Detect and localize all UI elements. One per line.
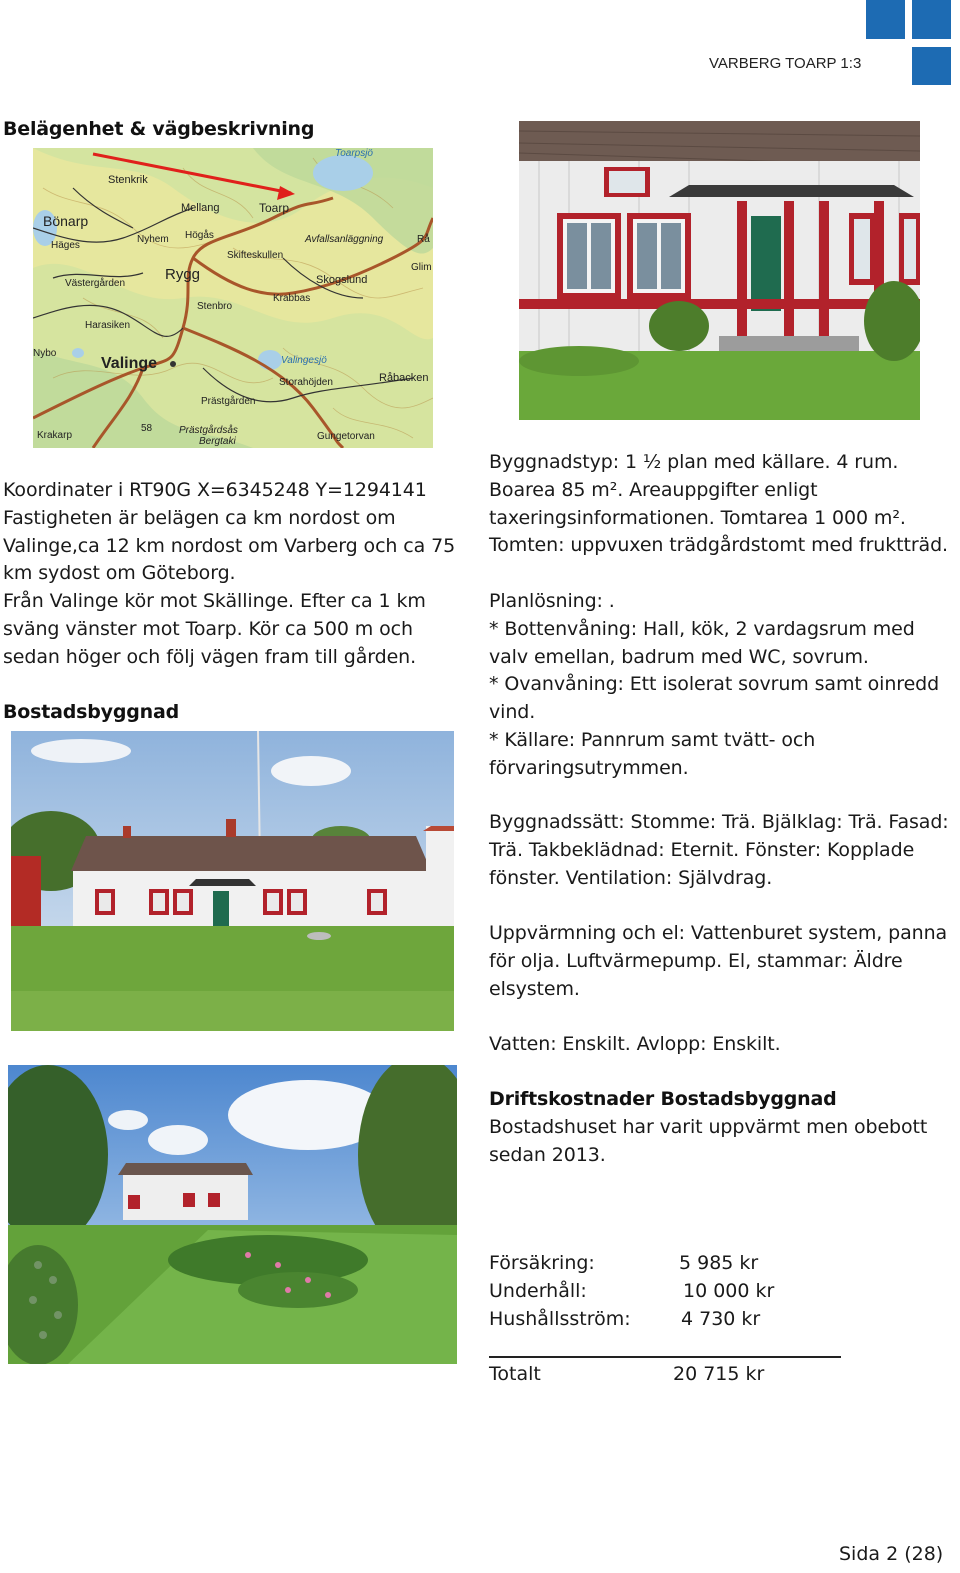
heating-description: [489, 920, 959, 1003]
svg-text:Avfallsanläggning: Avfallsanläggning: [305, 234, 384, 245]
svg-text:Västergården: Västergården: [65, 278, 126, 289]
cost-value: 4 730 kr: [681, 1308, 761, 1330]
layout-line: valv emellan, badrum med WC, sovrum.: [489, 645, 869, 668]
layout-line: * Ovanvåning: Ett isolerat sovrum samt oinredd: [489, 673, 940, 696]
heating-line: för olja. Luftvärmepump. El, stammar: Äldre: [489, 949, 903, 972]
house-entrance-photo: [519, 121, 920, 420]
layout-line: Planlösning: .: [489, 590, 615, 612]
svg-text:Råbacken: Råbacken: [379, 372, 429, 384]
building-line: Tomten: uppvuxen trädgårdstomt med fruktträd.: [489, 534, 948, 557]
heating-line: Uppvärmning och el: Vattenburet system, panna: [489, 922, 948, 944]
building-line: taxeringsinformationen. Tomtarea 1 000 m².: [489, 506, 906, 529]
construction-line: Byggnadssätt: Stomme: Trä. Bjälklag: Trä. Fasad:: [489, 811, 949, 833]
cost-value: 5 985 kr: [679, 1252, 759, 1274]
cost-label: Underhåll:: [489, 1280, 587, 1302]
residence-heading: Bostadsbyggnad: [3, 701, 179, 723]
cost-value: 10 000 kr: [683, 1280, 775, 1302]
svg-text:Bönarp: Bönarp: [43, 213, 89, 229]
house-front-photo: [11, 731, 454, 1031]
cost-label: Försäkring:: [489, 1252, 595, 1274]
svg-text:Mellang: Mellang: [181, 202, 220, 214]
svg-text:Gungetorvan: Gungetorvan: [317, 431, 375, 442]
svg-text:Toarp: Toarp: [259, 201, 290, 215]
water-description: [489, 1031, 959, 1059]
svg-text:Skifteskullen: Skifteskullen: [227, 250, 284, 261]
svg-text:Storahöjden: Storahöjden: [279, 377, 333, 388]
location-line: Fastigheten är belägen ca km nordost om: [3, 506, 396, 529]
svg-text:Skogslund: Skogslund: [316, 274, 368, 286]
layout-line: förvaringsutrymmen.: [489, 756, 689, 779]
building-description: [489, 449, 959, 560]
heating-line: elsystem.: [489, 977, 580, 1000]
svg-text:Nybo: Nybo: [33, 348, 57, 359]
svg-text:Rygg: Rygg: [165, 266, 201, 283]
total-divider: [489, 1356, 841, 1358]
svg-text:Stenkrik: Stenkrik: [108, 174, 148, 186]
svg-text:58: 58: [141, 423, 153, 434]
location-line: Koordinater i RT90G X=6345248 Y=1294141: [3, 479, 427, 501]
logo-square-3: [912, 47, 951, 85]
building-line: Boarea 85 m². Areauppgifter enligt: [489, 478, 818, 501]
layout-line: vind.: [489, 701, 536, 724]
svg-text:Glim: Glim: [411, 262, 432, 273]
logo-square-2: [912, 0, 951, 39]
location-line: sedan höger och följ vägen fram till gården.: [3, 645, 417, 668]
property-title: VARBERG TOARP 1:3: [709, 55, 862, 72]
building-line: Byggnadstyp: 1 ½ plan med källare. 4 rum.: [489, 451, 899, 473]
svg-text:Toarpsjö: Toarpsjö: [335, 148, 373, 159]
svg-text:Harasiken: Harasiken: [85, 320, 131, 331]
cost-label: Hushållsström:: [489, 1308, 631, 1330]
logo-square-1: [866, 0, 905, 39]
note-line: sedan 2013.: [489, 1143, 606, 1166]
svg-text:Nyhem: Nyhem: [137, 234, 169, 245]
layout-description: [489, 588, 959, 783]
svg-text:Prästgården: Prästgården: [201, 396, 256, 407]
layout-line: * Bottenvåning: Hall, kök, 2 vardagsrum med: [489, 617, 915, 640]
garden-photo: [8, 1065, 457, 1364]
svg-text:Högås: Högås: [185, 230, 214, 241]
svg-text:Prästgårdsås: Prästgårdsås: [179, 425, 238, 436]
note-line: Bostadshuset har varit uppvärmt men obebott: [489, 1116, 928, 1138]
location-line: Från Valinge kör mot Skällinge. Efter ca 1 km: [3, 590, 426, 613]
map-image: [33, 148, 433, 448]
location-heading: Belägenhet & vägbeskrivning: [3, 118, 315, 140]
svg-text:Rå: Rå: [417, 234, 430, 245]
operating-costs-heading: Driftskostnader Bostadsbyggnad: [489, 1088, 837, 1110]
construction-line: fönster. Ventilation: Självdrag.: [489, 866, 773, 889]
location-line: sväng vänster mot Toarp. Kör ca 500 m och: [3, 617, 413, 640]
location-description: [3, 477, 473, 672]
location-line: Valinge,ca 12 km nordost om Varberg och ca 75: [3, 534, 456, 557]
layout-line: * Källare: Pannrum samt tvätt- och: [489, 728, 816, 751]
water-line: Vatten: Enskilt. Avlopp: Enskilt.: [489, 1033, 781, 1055]
svg-text:Krakarp: Krakarp: [37, 430, 73, 441]
svg-text:Krabbas: Krabbas: [273, 293, 311, 304]
construction-line: Trä. Takbeklädnad: Eternit. Fönster: Kopplade: [489, 838, 915, 861]
construction-description: [489, 809, 959, 892]
page-number: Sida 2 (28): [839, 1543, 944, 1565]
svg-text:Bergtaki: Bergtaki: [199, 436, 236, 447]
location-line: km sydost om Göteborg.: [3, 562, 236, 585]
svg-text:Stenbro: Stenbro: [197, 301, 233, 312]
svg-text:Valingesjö: Valingesjö: [281, 355, 327, 366]
operating-costs-note: [489, 1114, 959, 1170]
svg-text:Häges: Häges: [51, 240, 80, 251]
svg-text:Valinge: Valinge: [101, 355, 158, 372]
total-value: 20 715 kr: [673, 1363, 765, 1385]
total-label: Totalt: [489, 1363, 541, 1385]
